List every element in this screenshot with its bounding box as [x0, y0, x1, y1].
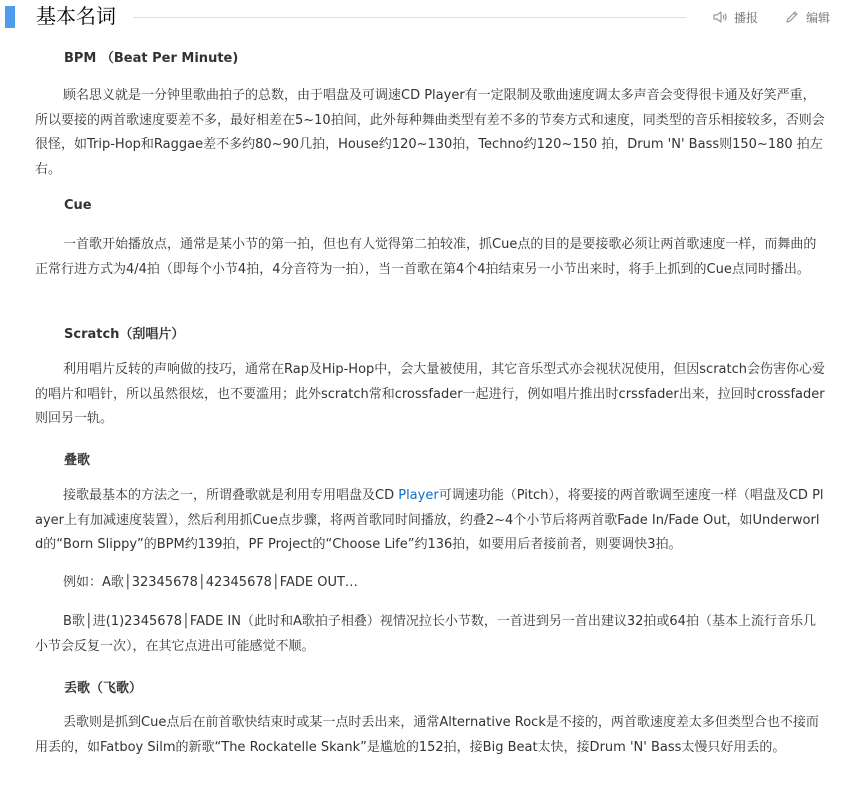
- player-link[interactable]: Player: [398, 488, 439, 503]
- term-drop-mixing: 丢歌（飞歌）: [64, 681, 143, 696]
- paragraph-cue: 一首歌开始播放点，通常是某小节的第一拍，但也有人觉得第二拍较准，抓Cue点的目的是要接歌必须让两首歌速度一样，而舞曲的正常行进方式为4/4拍（即每个小节4拍，4分音符为一拍），当一首歌在第4个4拍结束另一小节出来时，将手上抓到的Cue点同时播出。: [35, 237, 817, 277]
- term-overlap-mixing: 叠歌: [64, 453, 91, 468]
- pencil-icon: [784, 9, 800, 25]
- section-header: [0, 0, 849, 34]
- paragraph-text-after: 可调速功能（Pitch），将要接的两首歌调至速度一样（唱盘及CD Player上有加减速度装置），然后利用抓Cue点步骤，将两首歌同时间播放，约叠2~4个小节后将两首歌Fade In/Fade Out，如Underworld的“Born Slippy”的BPM约139拍，PF Project的“Choose Life”约136拍，如要用后者接前者，则要调快3拍。: [35, 488, 824, 552]
- term-cue: Cue: [64, 198, 92, 213]
- paragraph-bpm: 顾名思义就是一分钟里歌曲拍子的总数，由于唱盘及可调速CD Player有一定限制及歌曲速度调太多声音会变得很卡通及好笑严重，所以要接的两首歌速度要差不多，最好相差在5~10拍间，此外每种舞曲类型有差不多的节奏方式和速度，同类型的音乐相接较多，否则会很怪，如Trip-Hop和Raggae差不多约80~90几拍，House约120~130拍，Techno约120~150 拍，Drum 'N' Bass则150~180 拍左右。: [35, 88, 825, 177]
- edit-label: 编辑: [806, 10, 831, 25]
- edit-button[interactable]: [784, 8, 830, 26]
- paragraph-overlap-mixing: [35, 484, 825, 558]
- paragraph-example-b: B歌│进(1)2345678│FADE IN（此时和A歌拍子相叠）视情况拉长小节数，一首进到另一首出建议32拍或64拍（基本上流行音乐几小节会反复一次），在其它点进出可能感觉不顺。: [35, 614, 816, 654]
- term-scratch: Scratch（刮唱片）: [64, 327, 185, 342]
- term-bpm: BPM （Beat Per Minute): [64, 51, 239, 66]
- speaker-icon: [712, 9, 728, 25]
- play-label: 播报: [734, 10, 759, 25]
- section-title: 基本名词: [36, 4, 116, 28]
- paragraph-scratch: 利用唱片反转的声响做的技巧，通常在Rap及Hip-Hop中，会大量被使用，其它音乐型式亦会视状况使用，但因scratch会伤害你心爱的唱片和唱针，所以虽然很炫，也不要滥用；此外scratch常和crossfader一起进行，例如唱片推出时crssfader出来，拉回时crossfader则回另一轨。: [35, 362, 825, 426]
- paragraph-example-a: 例如：A歌│32345678│42345678│FADE OUT…: [63, 575, 358, 590]
- section-accent-bar: [5, 6, 15, 28]
- paragraph-text-before: 接歌最基本的方法之一，所谓叠歌就是利用专用唱盘及CD: [63, 488, 399, 503]
- paragraph-drop-mixing: 丢歌则是抓到Cue点后在前首歌快结束时或某一点时丢出来，通常Alternative Rock是不接的，两首歌速度差太多但类型合也不接而用丢的，如Fatboy Silm的新歌“The Rockatelle Skank”是尴尬的152拍，接Big Beat太快，接Drum 'N' Bass太慢只好用丢的。: [35, 715, 819, 755]
- play-button[interactable]: [712, 8, 758, 26]
- header-divider: [133, 17, 686, 18]
